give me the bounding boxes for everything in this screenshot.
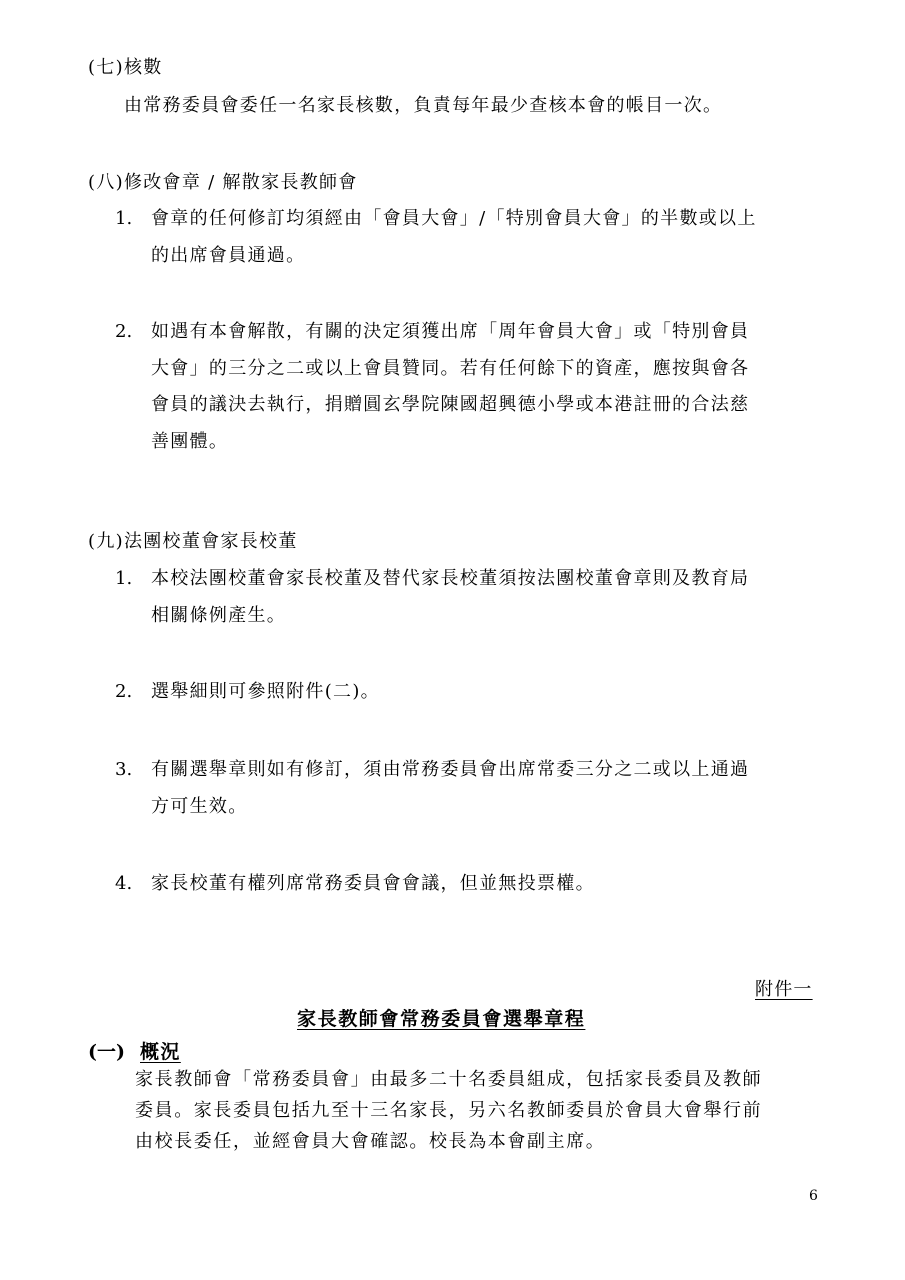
text-line: 方可生效。 [151, 795, 248, 817]
section-9-heading: (九)法團校董會家長校董 [88, 531, 298, 552]
section-9-item-1-text [151, 567, 749, 640]
text-line: 家長教師會「常務委員會」由最多二十名委員組成，包括家長委員及教師 [135, 1069, 763, 1090]
section-9-item-3-number: 3. [115, 759, 133, 780]
section-9-item-2-text [151, 680, 380, 717]
section-9-item-1-number: 1. [115, 568, 133, 589]
text-line: 會章的任何修訂均須經由「會員大會」/「特別會員大會」的半數或以上 [151, 208, 757, 229]
text-line: 的出席會員通過。 [151, 244, 306, 266]
section-8-heading: (八)修改會章 / 解散家長教師會 [88, 172, 358, 193]
section-8-item-2-text [151, 320, 749, 466]
section-9-item-2-number: 2. [115, 681, 133, 702]
section-9-item-3-text [151, 758, 749, 831]
text-line: 會員的議決去執行，捐贈圓玄學院陳國超興德小學或本港註冊的合法慈 [151, 394, 750, 415]
text-line: 善團體。 [151, 430, 229, 452]
section-9-item-4-text [151, 872, 595, 909]
annex-label: 附件一 [755, 979, 813, 1000]
annex-section-1-body [135, 1068, 762, 1161]
text-line: 選舉細則可參照附件(二)。 [151, 681, 380, 702]
text-line: 家長校董有權列席常務委員會會議，但並無投票權。 [151, 873, 595, 894]
page-number: 6 [809, 1188, 818, 1204]
annex-section-1-number: (一) [88, 1041, 125, 1063]
section-9-item-4-number: 4. [115, 873, 133, 894]
text-line: 有關選舉章則如有修訂，須由常務委員會出席常委三分之二或以上通過 [151, 759, 750, 780]
section-8-item-1-text [151, 207, 757, 280]
text-line: 本校法團校董會家長校董及替代家長校董須按法團校董會章則及教育局 [151, 568, 750, 589]
text-line: 如遇有本會解散，有關的決定須獲出席「周年會員大會」或「特別會員 [151, 321, 750, 342]
section-7-heading: (七)核數 [88, 57, 163, 78]
text-line: 委員。家長委員包括九至十三名家長，另六名教師委員於會員大會舉行前 [135, 1100, 763, 1121]
text-line: 相關條例產生。 [151, 604, 287, 626]
annex-section-1-title: 概況 [140, 1041, 181, 1063]
section-8-item-1-number: 1. [115, 208, 133, 229]
text-line: 大會」的三分之二或以上會員贊同。若有任何餘下的資產，應按與會各 [151, 357, 750, 379]
annex-title: 家長教師會常務委員會選舉章程 [297, 1008, 586, 1030]
section-8-item-2-number: 2. [115, 321, 133, 342]
section-7-body: 由常務委員會委任一名家長核數，負責每年最少查核本會的帳目一次。 [124, 95, 723, 116]
text-line: 由校長委任，並經會員大會確認。校長為本會副主席。 [135, 1131, 606, 1152]
